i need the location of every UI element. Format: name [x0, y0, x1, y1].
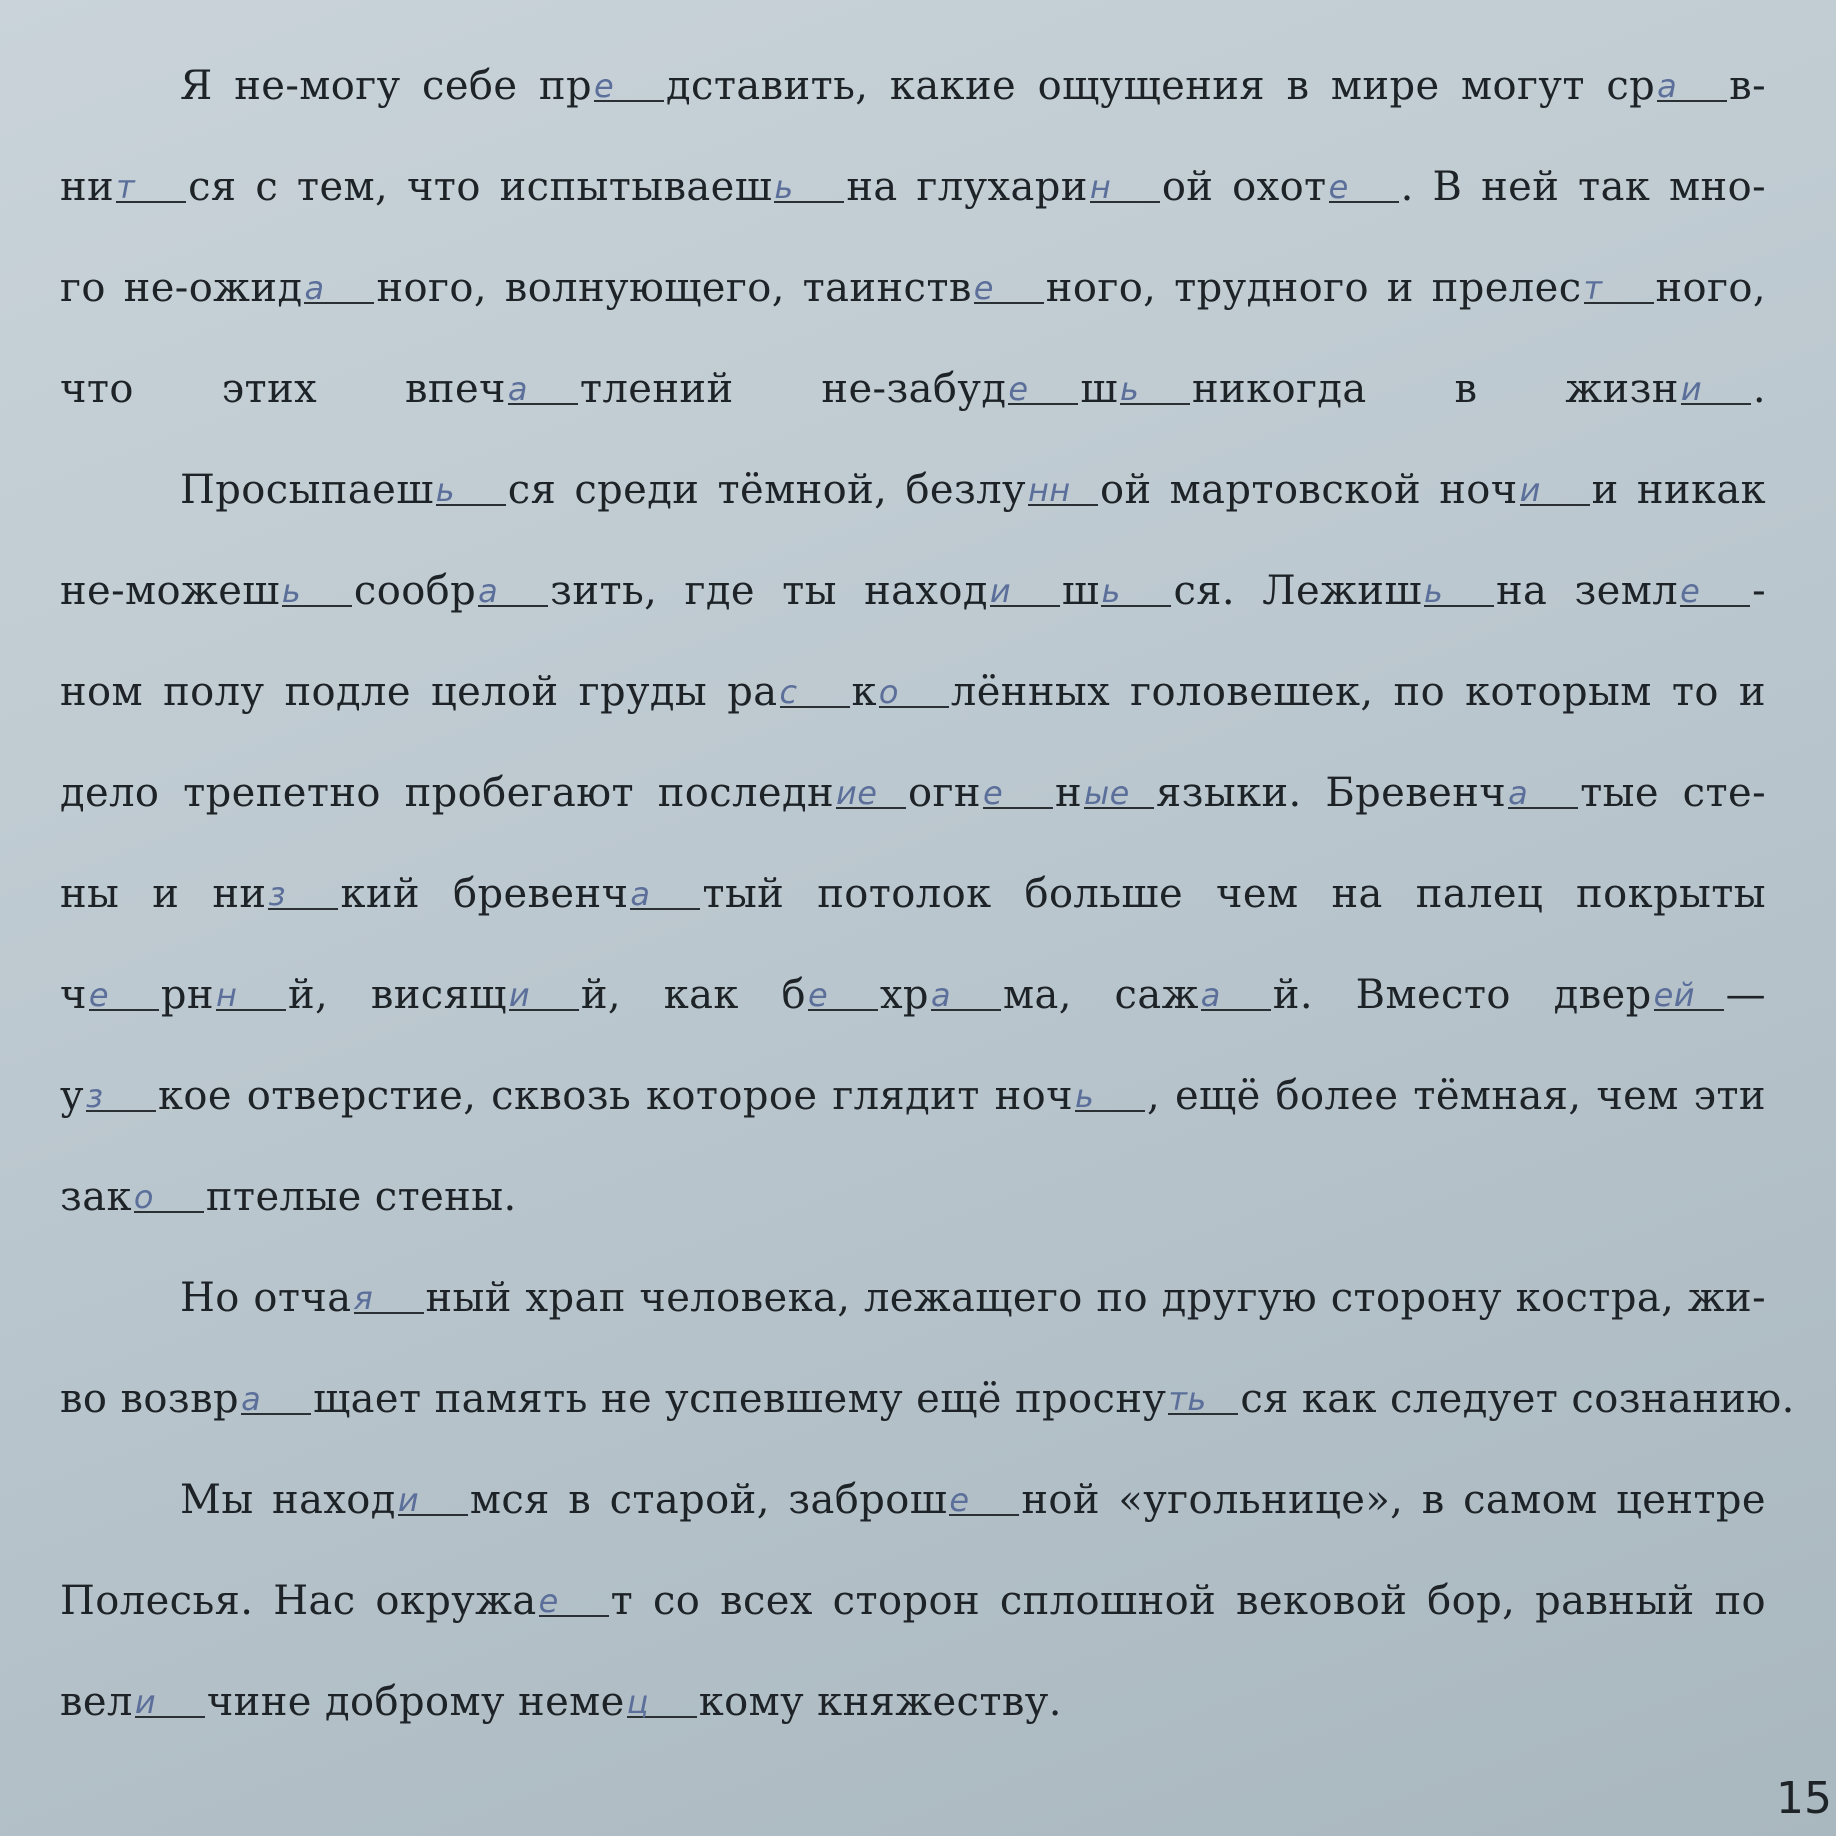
printed-text: ся с тем, что испытываеш	[188, 164, 773, 210]
text-line	[60, 844, 1766, 945]
printed-text: . В ней так мно-	[1400, 164, 1766, 210]
fill-in-blank[interactable]	[397, 1481, 468, 1519]
page-number: 15	[1776, 1773, 1832, 1824]
printed-text: т со всех сторон сплошной вековой бор, равный по	[610, 1578, 1766, 1624]
printed-text: н	[1054, 770, 1083, 816]
fill-in-blank[interactable]	[1328, 168, 1399, 206]
handwritten-answer: ые	[1084, 774, 1130, 812]
handwritten-answer: а	[930, 976, 951, 1014]
fill-in-blank[interactable]	[1008, 370, 1078, 408]
handwritten-answer: е	[594, 67, 615, 105]
printed-text: языки. Бревенч	[1156, 770, 1507, 816]
fill-in-blank[interactable]	[626, 1683, 697, 1721]
fill-in-blank[interactable]	[1101, 572, 1171, 610]
handwritten-answer: е	[538, 1582, 559, 1620]
fill-in-blank[interactable]	[982, 774, 1053, 812]
printed-text: кий бревенч	[340, 871, 629, 917]
fill-in-blank[interactable]	[930, 976, 1001, 1014]
text-line	[60, 1551, 1766, 1652]
handwritten-answer: е	[88, 976, 109, 1014]
printed-text: кое отверстие, сквозь которое глядит ноч	[157, 1073, 1073, 1119]
handwritten-answer: а	[1657, 67, 1678, 105]
fill-in-blank[interactable]	[538, 1582, 609, 1620]
printed-text: лённых головешек, по которым то и	[950, 669, 1766, 715]
handwritten-answer: а	[478, 572, 499, 610]
exercise-text	[60, 36, 1795, 1753]
fill-in-blank[interactable]	[1657, 67, 1727, 105]
handwritten-answer: и	[1680, 370, 1703, 408]
handwritten-answer: т	[1583, 269, 1603, 307]
fill-in-blank[interactable]	[878, 673, 949, 711]
fill-in-blank[interactable]	[215, 976, 286, 1014]
fill-in-blank[interactable]	[1423, 572, 1494, 610]
text-line	[60, 541, 1766, 642]
printed-text: в-	[1729, 63, 1766, 109]
printed-text: тлений не-забуд	[579, 366, 1007, 412]
fill-in-blank[interactable]	[85, 1077, 156, 1115]
handwritten-answer: е	[1680, 572, 1701, 610]
printed-text: ч	[60, 972, 87, 1018]
handwritten-answer: ц	[626, 1683, 649, 1721]
fill-in-blank[interactable]	[133, 1178, 204, 1216]
printed-text: зак	[60, 1174, 132, 1220]
printed-text: дело трепетно пробегают последн	[60, 770, 835, 816]
handwritten-answer: ь	[774, 168, 794, 206]
handwritten-answer: е	[1008, 370, 1029, 408]
printed-text: ного, волнующего, таинств	[376, 265, 972, 311]
handwritten-answer: с	[779, 673, 798, 711]
printed-text: ш	[1080, 366, 1118, 412]
printed-text: никогда в жизн	[1191, 366, 1679, 412]
fill-in-blank[interactable]	[1583, 269, 1654, 307]
fill-in-blank[interactable]	[1653, 976, 1724, 1014]
handwritten-answer: и	[1519, 471, 1541, 509]
fill-in-blank[interactable]	[1519, 471, 1590, 509]
printed-text: зить, где ты наход	[550, 568, 988, 614]
printed-text: ся. Лежиш	[1173, 568, 1422, 614]
printed-text: го не-ожид	[60, 265, 303, 311]
handwritten-answer: о	[133, 1178, 154, 1216]
printed-text: щает память не успевшему ещё просну	[313, 1376, 1167, 1422]
handwritten-answer: ь	[1074, 1077, 1095, 1115]
handwritten-answer: а	[507, 370, 528, 408]
printed-text: дставить, какие ощущения в мире могут ср	[666, 63, 1656, 109]
printed-text: й, как б	[580, 972, 806, 1018]
printed-text: ш	[1061, 568, 1100, 614]
printed-text: ой охот	[1161, 164, 1327, 210]
handwritten-answer: ь	[1119, 370, 1140, 408]
text-line	[60, 1248, 1766, 1349]
fill-in-blank[interactable]	[1089, 168, 1160, 206]
printed-text: у	[60, 1073, 84, 1119]
handwritten-answer: н	[215, 976, 238, 1014]
handwritten-answer: е	[982, 774, 1004, 812]
fill-in-blank[interactable]	[88, 976, 159, 1014]
handwritten-answer: з	[85, 1077, 104, 1115]
printed-text: что этих впеч	[60, 366, 506, 412]
printed-text: ни	[60, 164, 115, 210]
text-line	[60, 238, 1766, 339]
handwritten-answer: ь	[1101, 572, 1121, 610]
text-line	[60, 1349, 1795, 1450]
printed-text: на глухари	[846, 164, 1088, 210]
printed-text: и никак	[1591, 467, 1766, 513]
text-line	[60, 137, 1766, 238]
handwritten-answer: о	[878, 673, 899, 711]
fill-in-blank[interactable]	[508, 976, 579, 1014]
handwritten-answer: ей	[1653, 976, 1695, 1014]
fill-in-blank[interactable]	[594, 67, 664, 105]
printed-text: к	[851, 669, 877, 715]
printed-text: ного,	[1655, 265, 1766, 311]
fill-in-blank[interactable]	[949, 1481, 1019, 1519]
printed-text: кому княжеству.	[698, 1679, 1062, 1725]
fill-in-blank[interactable]	[1119, 370, 1190, 408]
printed-text: ный храп человека, лежащего по другую сторону костра, жи-	[425, 1275, 1766, 1321]
printed-text: чине доброму неме	[206, 1679, 625, 1725]
handwritten-answer: ь	[435, 471, 456, 509]
printed-text: Мы наход	[180, 1477, 396, 1523]
fill-in-blank[interactable]	[507, 370, 578, 408]
printed-text: хр	[879, 972, 929, 1018]
handwritten-answer: е	[807, 976, 829, 1014]
fill-in-blank[interactable]	[304, 269, 374, 307]
handwritten-answer: е	[973, 269, 994, 307]
fill-in-blank[interactable]	[1074, 1077, 1145, 1115]
handwritten-answer: е	[1328, 168, 1349, 206]
text-line	[60, 440, 1766, 541]
printed-text: Просыпаеш	[180, 467, 434, 513]
fill-in-blank[interactable]	[989, 572, 1060, 610]
fill-in-blank[interactable]	[807, 976, 878, 1014]
paragraph	[60, 1450, 1766, 1753]
printed-text: Полесья. Нас окружа	[60, 1578, 537, 1624]
handwritten-answer: т	[116, 168, 136, 206]
printed-text: вел	[60, 1679, 133, 1725]
printed-text: рн	[160, 972, 214, 1018]
handwritten-answer: а	[630, 875, 651, 913]
printed-text: огн	[908, 770, 981, 816]
text-line	[60, 1147, 1766, 1248]
printed-text: тые сте-	[1580, 770, 1766, 816]
handwritten-answer: и	[134, 1683, 157, 1721]
fill-in-blank[interactable]	[630, 875, 700, 913]
printed-text: й, висящ	[287, 972, 507, 1018]
fill-in-blank[interactable]	[353, 1279, 424, 1317]
printed-text: ной «угольнице», в самом центре	[1021, 1477, 1766, 1523]
fill-in-blank[interactable]	[116, 168, 186, 206]
printed-text: ма, саж	[1002, 972, 1199, 1018]
printed-text: не-можеш	[60, 568, 280, 614]
paragraph	[60, 36, 1766, 440]
printed-text: ном полу подле целой груды ра	[60, 669, 778, 715]
handwritten-answer: я	[353, 1279, 374, 1317]
printed-text: птелые стены.	[205, 1174, 517, 1220]
handwritten-answer: и	[397, 1481, 420, 1519]
handwritten-answer: ть	[1168, 1380, 1207, 1418]
printed-text: ся среди тёмной, безлу	[507, 467, 1026, 513]
handwritten-answer: ь	[1423, 572, 1444, 610]
fill-in-blank[interactable]	[973, 269, 1044, 307]
handwritten-answer: а	[304, 269, 325, 307]
printed-text: , ещё более тёмная, чем эти	[1146, 1073, 1766, 1119]
handwritten-answer: ие	[836, 774, 878, 812]
paragraph	[60, 1248, 1795, 1450]
printed-text: сообр	[353, 568, 477, 614]
fill-in-blank[interactable]	[1680, 370, 1751, 408]
handwritten-answer: а	[1508, 774, 1529, 812]
printed-text: на земл	[1495, 568, 1679, 614]
fill-in-blank[interactable]	[836, 774, 906, 812]
fill-in-blank[interactable]	[1508, 774, 1578, 812]
fill-in-blank[interactable]	[1168, 1380, 1238, 1418]
handwritten-answer: и	[989, 572, 1012, 610]
handwritten-answer: а	[1200, 976, 1221, 1014]
printed-text: тый потолок больше чем на палец покрыты	[702, 871, 1766, 917]
text-line	[60, 1450, 1766, 1551]
printed-text: .	[1752, 366, 1766, 412]
text-line	[60, 945, 1766, 1046]
fill-in-blank[interactable]	[774, 168, 844, 206]
printed-text: Я не-могу себе пр	[180, 63, 593, 109]
fill-in-blank[interactable]	[134, 1683, 205, 1721]
handwritten-answer: ь	[281, 572, 302, 610]
printed-text: й. Вместо двер	[1272, 972, 1652, 1018]
text-line	[60, 1046, 1766, 1147]
printed-text: ного, трудного и прелес	[1045, 265, 1582, 311]
text-line	[60, 339, 1766, 440]
fill-in-blank[interactable]	[241, 1380, 311, 1418]
printed-text: во возвр	[60, 1376, 240, 1422]
paragraph	[60, 440, 1766, 1248]
text-line	[60, 743, 1766, 844]
printed-text: Но отча	[180, 1275, 352, 1321]
fill-in-blank[interactable]	[268, 875, 338, 913]
printed-text: ой мартовской ноч	[1099, 467, 1518, 513]
printed-text: —	[1725, 972, 1767, 1018]
handwritten-answer: е	[949, 1481, 970, 1519]
handwritten-answer: а	[241, 1380, 262, 1418]
fill-in-blank[interactable]	[1680, 572, 1750, 610]
fill-in-blank[interactable]	[1084, 774, 1154, 812]
fill-in-blank[interactable]	[779, 673, 850, 711]
printed-text: мся в старой, заброш	[469, 1477, 948, 1523]
text-line	[60, 642, 1766, 743]
handwritten-answer: н	[1089, 168, 1112, 206]
fill-in-blank[interactable]	[435, 471, 506, 509]
fill-in-blank[interactable]	[478, 572, 548, 610]
fill-in-blank[interactable]	[281, 572, 352, 610]
printed-text: ся как следует сознанию.	[1240, 1376, 1795, 1422]
handwritten-answer: и	[508, 976, 531, 1014]
printed-text: -	[1752, 568, 1766, 614]
fill-in-blank[interactable]	[1200, 976, 1271, 1014]
handwritten-answer: нн	[1027, 471, 1071, 509]
text-line	[60, 36, 1766, 137]
printed-text: ны и ни	[60, 871, 267, 917]
handwritten-answer: з	[268, 875, 286, 913]
fill-in-blank[interactable]	[1027, 471, 1098, 509]
text-line	[60, 1652, 1766, 1753]
